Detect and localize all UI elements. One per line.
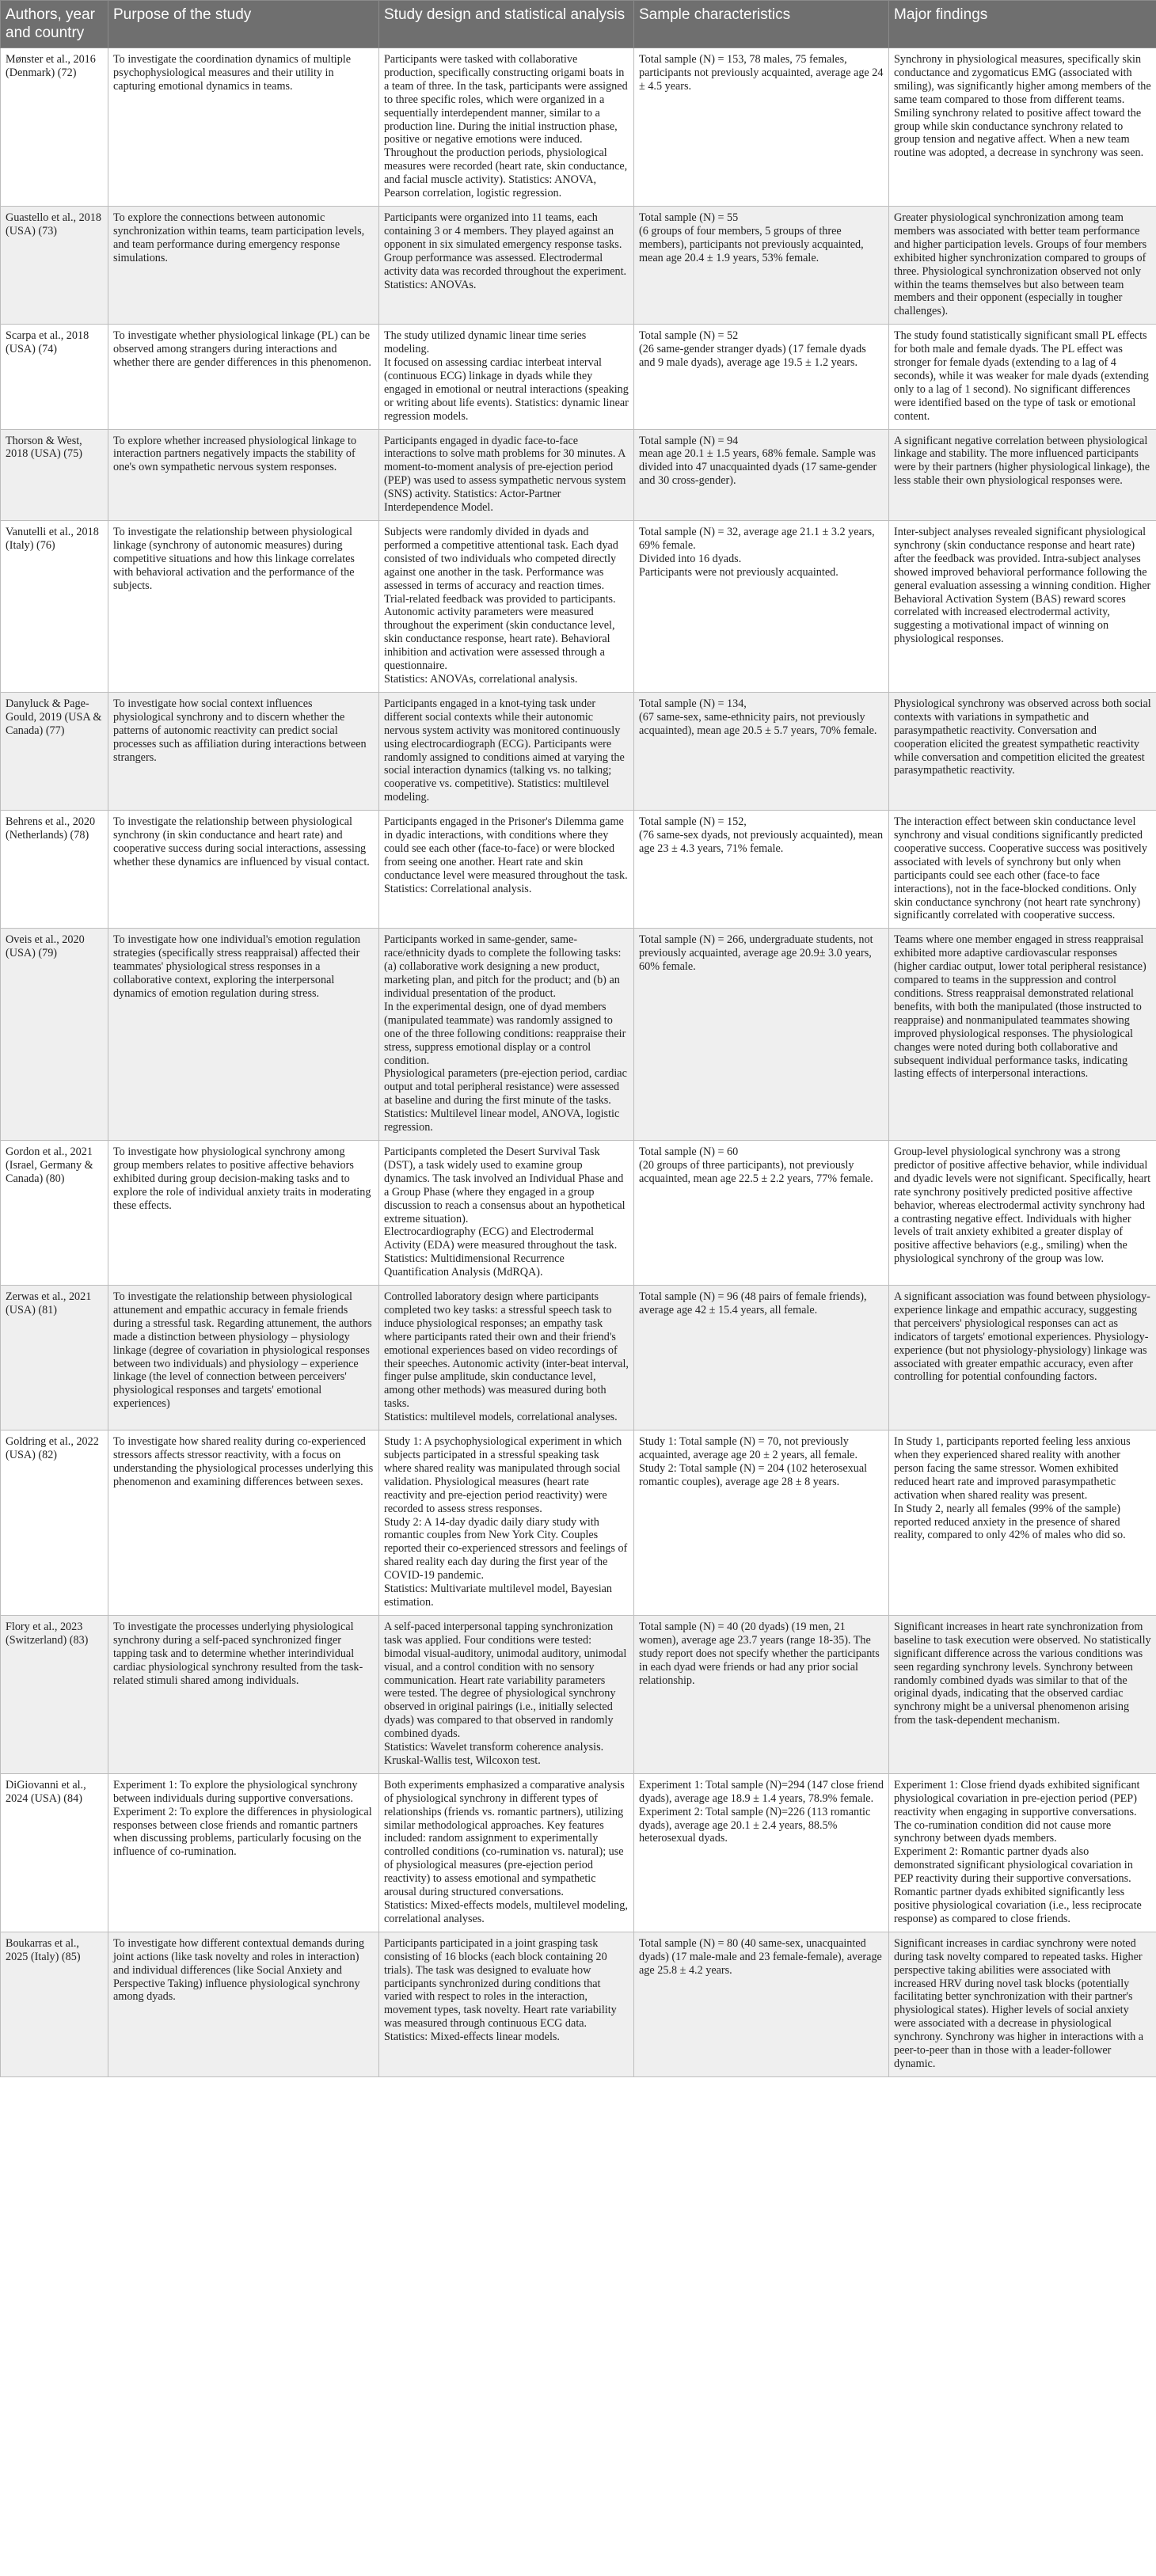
cell-sample: Study 1: Total sample (N) = 70, not previously acquainted, average age 20 ± 2 years, all female. Study 2: Total sample (N) = 204 (102 heterosexual romantic couples), average age 28 ± 8 years. — [634, 1430, 889, 1616]
cell-design: A self-paced interpersonal tapping synchronization task was applied. Four conditions were tested: bimodal visual-auditory, unimodal auditory, unimodal visual, and a control condition with no sensory communication. Heart rate variability parameters were tested. The degree of physiological synchrony observed in original pairings (i.e., initially selected dyads) was compared to that observed in randomly combined dyads. Statistics: Wavelet transform coherence analysis. Kruskal-Wallis test, Wilcoxon test. — [379, 1615, 634, 1773]
cell-purpose: To investigate how social context influences physiological synchrony and to discern whether the patterns of autonomic reactivity can predict social processes such as affiliation during interactions between strangers. — [108, 692, 379, 810]
cell-sample: Total sample (N) = 153, 78 males, 75 females, participants not previously acquainted, average age 24 ± 4.5 years. — [634, 48, 889, 207]
cell-sample: Total sample (N) = 134, (67 same-sex, same-ethnicity pairs, not previously acquainted), mean age 20.5 ± 5.7 years, 70% female. — [634, 692, 889, 810]
cell-sample: Total sample (N) = 80 (40 same-sex, unacquainted dyads) (17 male-male and 23 female-female), average age 25.8 ± 4.2 years. — [634, 1932, 889, 2076]
header-row — [1, 1, 1156, 48]
cell-purpose: To investigate the relationship between physiological synchrony (in skin conductance and heart rate) and cooperative success during social interactions, assessing whether these dynamics are influenced by visual contact. — [108, 811, 379, 929]
cell-sample: Total sample (N) = 52 (26 same-gender stranger dyads) (17 female dyads and 9 male dyads), average age 19.5 ± 1.2 years. — [634, 325, 889, 429]
table-row — [1, 1430, 1156, 1616]
cell-findings: Significant increases in cardiac synchrony were noted during task novelty compared to repeated tasks. Higher perspective taking abilities were associated with increased HRV during novel task blocks (potentially facilitating better synchronization with their partner's physiological states). Higher levels of social anxiety were associated with a decrease in physiological synchrony. Synchrony was higher in interactions with a peer-to-peer than in those with a leader-follower dynamic. — [889, 1932, 1156, 2076]
cell-findings: A significant negative correlation between physiological linkage and stability. The more influenced participants were by their partners (higher physiological linkage), the less stable their own physiological responses were. — [889, 429, 1156, 520]
cell-sample: Total sample (N) = 94 mean age 20.1 ± 1.5 years, 68% female. Sample was divided into 47 unacquainted dyads (17 same-gender and 30 cross-gender). — [634, 429, 889, 520]
cell-design: Subjects were randomly divided in dyads and performed a competitive attentional task. Each dyad consisted of two individuals who competed directly against one another in the task. Performance was assessed in terms of accuracy and reaction times. Trial-related feedback was provided to participants. Autonomic activity parameters were measured throughout the experiment (skin conductance level, skin conductance response, heart rate). Behavioral inhibition and activation were assessed through a questionnaire. Statistics: ANOVAs, correlational analysis. — [379, 521, 634, 693]
cell-findings: Inter-subject analyses revealed significant physiological synchrony (skin conductance response and heart rate) after the feedback was provided. Intra-subject analyses showed improved behavioral performance following the general evaluation assessing a winning condition. Higher Behavioral Activation System (BAS) reward scores correlated with increased electrodermal activity, suggesting a motivational impact of winning on physiological responses. — [889, 521, 1156, 693]
cell-findings: Greater physiological synchronization among team members was associated with better team performance and higher participation levels. Groups of four members exhibited higher synchronization compared to groups of three. Physiological synchronization observed not only within the teams themselves but also between team members and their opponent (especially in tougher challenges). — [889, 206, 1156, 324]
cell-purpose: To investigate the processes underlying physiological synchrony during a self-paced synchronized finger tapping task and to determine whether interindividual cardiac physiological synchrony resulted from the task-related stimuli shared among individuals. — [108, 1615, 379, 1773]
cell-author: Boukarras et al., 2025 (Italy) (85) — [1, 1932, 108, 2076]
cell-author: Thorson & West, 2018 (USA) (75) — [1, 429, 108, 520]
cell-author: Vanutelli et al., 2018 (Italy) (76) — [1, 521, 108, 693]
table-row — [1, 1286, 1156, 1430]
cell-purpose: To investigate how one individual's emotion regulation strategies (specifically stress reappraisal) affected their teammates' physiological stress responses in a collaborative context, exploring the interpersonal dynamics of emotion regulation during stress. — [108, 929, 379, 1141]
cell-design: Participants engaged in dyadic face-to-face interactions to solve math problems for 30 minutes. A moment-to-moment analysis of pre-ejection period (PEP) was used to assess sympathetic nervous system (SNS) activity. Statistics: Actor-Partner Interdependence Model. — [379, 429, 634, 520]
cell-design: Study 1: A psychophysiological experiment in which subjects participated in a stressful speaking task where shared reality was manipulated through social validation. Physiological measures (heart rate reactivity and pre-ejection period reactivity) were recorded to assess stress responses. Study 2: A 14-day dyadic daily diary study with romantic couples from New York City. Couples reported their co-experienced stressors and feelings of shared reality each day during the first year of the COVID-19 pandemic. Statistics: Multivariate multilevel model, Bayesian estimation. — [379, 1430, 634, 1616]
cell-purpose: To explore whether increased physiological linkage to interaction partners negatively impacts the stability of one's own sympathetic nervous system responses. — [108, 429, 379, 520]
cell-author: Scarpa et al., 2018 (USA) (74) — [1, 325, 108, 429]
cell-author: Guastello et al., 2018 (USA) (73) — [1, 206, 108, 324]
cell-sample: Total sample (N) = 32, average age 21.1 ± 3.2 years, 69% female. Divided into 16 dyads. Participants were not previously acquainted. — [634, 521, 889, 693]
table-row — [1, 929, 1156, 1141]
cell-author: Behrens et al., 2020 (Netherlands) (78) — [1, 811, 108, 929]
cell-findings: Experiment 1: Close friend dyads exhibited significant physiological covariation in pre-ejection period (PEP) reactivity when engaging in supportive conversations. The co-rumination condition did not cause more synchrony between dyads members. Experiment 2: Romantic partner dyads also demonstrated significant physiological covariation in PEP reactivity during their supportive conversations. Romantic partner dyads exhibited significantly less positive physiological covariation (i.e., less reciprocate response) as compared to close friends. — [889, 1773, 1156, 1932]
cell-sample: Total sample (N) = 55 (6 groups of four members, 5 groups of three members), participants not previously acquainted, mean age 20.4 ± 1.9 years, 53% female. — [634, 206, 889, 324]
cell-sample: Total sample (N) = 266, undergraduate students, not previously acquainted, average age 20.9± 3.0 years, 60% female. — [634, 929, 889, 1141]
table-row — [1, 206, 1156, 324]
table-row — [1, 429, 1156, 520]
table-row — [1, 1615, 1156, 1773]
cell-sample: Experiment 1: Total sample (N)=294 (147 close friend dyads), average age 18.9 ± 1.4 years, 78.9% female. Experiment 2: Total sample (N)=226 (113 romantic dyads), average age 20.1 ± 2.4 years, 88.5% heterosexual dyads. — [634, 1773, 889, 1932]
table-row — [1, 1140, 1156, 1285]
cell-design: Participants completed the Desert Survival Task (DST), a task widely used to examine group dynamics. The task involved an Individual Phase and a Group Phase (where they engaged in a group discussion to reach a consensus about an hypothetical extreme situation). Electrocardiography (ECG) and Electrodermal Activity (EDA) were measured throughout the task. Statistics: Multidimensional Recurrence Quantification Analysis (MdRQA). — [379, 1140, 634, 1285]
cell-design: Participants engaged in the Prisoner's Dilemma game in dyadic interactions, with conditions where they could see each other (face-to-face) or were blocked from seeing one another. Heart rate and skin conductance level were measured throughout the task. Statistics: Correlational analysis. — [379, 811, 634, 929]
cell-findings: The interaction effect between skin conductance level synchrony and visual conditions significantly predicted cooperative success. Cooperative success was positively associated with levels of synchrony but only when participants could see each other (face-to face interactions), not in the face-blocked conditions. Only skin conductance synchrony (not heart rate synchrony) significantly correlated with cooperative success. — [889, 811, 1156, 929]
cell-purpose: To explore the connections between autonomic synchronization within teams, team participation levels, and team performance during emergency response simulations. — [108, 206, 379, 324]
cell-design: The study utilized dynamic linear time series modeling. It focused on assessing cardiac interbeat interval (continuous ECG) linkage in dyads while they engaged in emotional or neutral interactions (speaking or writing about life events). Statistics: dynamic linear regression models. — [379, 325, 634, 429]
cell-findings: Teams where one member engaged in stress reappraisal exhibited more adaptive cardiovascular responses (higher cardiac output, lower total peripheral resistance) compared to teams in the suppression and control conditions. Stress reappraisal demonstrated relational benefits, with both the manipulated (those instructed to reappraise) and nonmanipulated teammates showing improved physiological responses. The physiological changes were noted during both collaborative and subsequent individual performance tasks, indicating lasting effects of interpersonal interactions. — [889, 929, 1156, 1141]
header-findings: Major findings — [889, 1, 1156, 48]
cell-purpose: To investigate how physiological synchrony among group members relates to positive affective behaviors exhibited during group decision-making tasks and to explore the role of individual anxiety traits in moderating these effects. — [108, 1140, 379, 1285]
cell-design: Controlled laboratory design where participants completed two key tasks: a stressful speech task to induce physiological responses; an empathy task where participants rated their own and their friend's emotional experiences based on video recordings of their speeches. Autonomic activity (inter-beat interval, finger pulse amplitude, skin conductance level, among other methods) was measured during both tasks. Statistics: multilevel models, correlational analyses. — [379, 1286, 634, 1430]
header-design: Study design and statistical analysis — [379, 1, 634, 48]
cell-purpose: To investigate the relationship between physiological attunement and empathic accuracy in female friends during a stressful task. Regarding attunement, the authors made a distinction between physiology – physiology linkage (degree of covariation in physiological responses between two individuals) and physiology – experience linkage (the level of connection between perceivers' physiological responses and targets' emotional experiences) — [108, 1286, 379, 1430]
cell-design: Both experiments emphasized a comparative analysis of physiological synchrony in different types of relationships (friends vs. romantic partners), utilizing similar methodological approaches. Key features included: random assignment to experimentally controlled conditions (co-rumination vs. natural); use of physiological measures (pre-ejection period reactivity) to assess emotional and sympathetic arousal during structured conversations. Statistics: Mixed-effects models, multilevel modeling, correlational analyses. — [379, 1773, 634, 1932]
header-sample: Sample characteristics — [634, 1, 889, 48]
header-purpose: Purpose of the study — [108, 1, 379, 48]
cell-findings: Group-level physiological synchrony was a strong predictor of positive affective behavior, while individual and dyadic levels were not significant. Specifically, heart rate synchrony positively predicted positive affective behavior, whereas electrodermal activity synchrony had a contrasting negative effect. Individuals with higher levels of trait anxiety exhibited a greater display of positive affective behaviors (e.g., smiling) when the physiological synchrony of the group was low. — [889, 1140, 1156, 1285]
cell-author: Danyluck & Page-Gould, 2019 (USA & Canada) (77) — [1, 692, 108, 810]
cell-design: Participants were organized into 11 teams, each containing 3 or 4 members. They played against an opponent in six simulated emergency response tasks. Group performance was assessed. Electrodermal activity data was recorded throughout the experiment. Statistics: ANOVAs. — [379, 206, 634, 324]
table-row — [1, 1773, 1156, 1932]
table-row — [1, 1932, 1156, 2076]
cell-purpose: To investigate how different contextual demands during joint actions (like task novelty and roles in interaction) and individual differences (like Social Anxiety and Perspective Taking) influence physiological synchrony among dyads. — [108, 1932, 379, 2076]
cell-findings: Significant increases in heart rate synchronization from baseline to task execution were observed. No statistically significant difference across the various conditions was seen regarding synchrony levels. Synchrony between randomly combined dyads was similar to that of the original dyads, indicating that the observed cardiac synchrony might be a universal phenomenon arising from the task-dependent mechanism. — [889, 1615, 1156, 1773]
cell-design: Participants engaged in a knot-tying task under different social contexts while their autonomic nervous system activity was monitored continuously using electrocardiograph (ECG). Participants were randomly assigned to conditions aimed at varying the social interaction dynamics (talking vs. no talking; cooperative vs. competitive). Statistics: multilevel modeling. — [379, 692, 634, 810]
cell-design: Participants were tasked with collaborative production, specifically constructing origami boats in a team of three. In the task, participants were assigned to three specific roles, which were organized in a sequentially interdependent manner, similar to a production line. During the initial instruction phase, positive or negative emotions were induced. Throughout the production periods, physiological measures were recorded (heart rate, skin conductance, and facial muscle activity). Statistics: ANOVA, Pearson correlation, logistic regression. — [379, 48, 634, 207]
cell-purpose: To investigate the coordination dynamics of multiple psychophysiological measures and their utility in capturing emotional dynamics in teams. — [108, 48, 379, 207]
cell-author: DiGiovanni et al., 2024 (USA) (84) — [1, 1773, 108, 1932]
cell-design: Participants participated in a joint grasping task consisting of 16 blocks (each block containing 20 trials). The task was designed to evaluate how participants synchronized during conditions that varied with respect to roles in the interaction, movement types, task novelty. Heart rate variability was measured through continuous ECG data. Statistics: Mixed-effects linear models. — [379, 1932, 634, 2076]
cell-author: Zerwas et al., 2021 (USA) (81) — [1, 1286, 108, 1430]
table-row — [1, 325, 1156, 429]
table-body — [1, 48, 1156, 2077]
cell-author: Flory et al., 2023 (Switzerland) (83) — [1, 1615, 108, 1773]
cell-findings: Physiological synchrony was observed across both social contexts with variations in sympathetic and parasympathetic reactivity. Conversation and cooperation elicited the greatest sympathetic reactivity while conversation and competition elicited the greatest parasympathetic reactivity. — [889, 692, 1156, 810]
cell-purpose: To investigate how shared reality during co-experienced stressors affects stressor reactivity, with a focus on understanding the physiological processes underlying this phenomenon and examining differences between sexes. — [108, 1430, 379, 1616]
cell-findings: The study found statistically significant small PL effects for both male and female dyads. The PL effect was stronger for female dyads (extending to a lag of 4 seconds), while it was weaker for male dyads (extending only to a lag of 1 second). No significant differences were identified based on the type of task or emotional content. — [889, 325, 1156, 429]
cell-author: Gordon et al., 2021 (Israel, Germany & Canada) (80) — [1, 1140, 108, 1285]
cell-findings: A significant association was found between physiology-experience linkage and empathic accuracy, suggesting that perceivers' physiological responses can act as indicators of targets' emotional experiences. Physiology-experience (but not physiology-physiology) linkage was associated with greater empathic accuracy, even after controlling for potential confounding factors. — [889, 1286, 1156, 1430]
table-row — [1, 48, 1156, 207]
cell-design: Participants worked in same-gender, same-race/ethnicity dyads to complete the following tasks: (a) collaborative work designing a new product, marketing plan, and pitch for the product; and (b) an individual presentation of the product. In the experimental design, one of dyad members (manipulated teammate) was randomly assigned to one of the three following conditions: reappraise their stress, suppress emotional display or a control condition. Physiological parameters (pre-ejection period, cardiac output and total peripheral resistance) were assessed at baseline and during the first minute of the tasks. Statistics: Multilevel linear model, ANOVA, logistic regression. — [379, 929, 634, 1141]
cell-purpose: Experiment 1: To explore the physiological synchrony between individuals during supportive conversations. Experiment 2: To explore the differences in physiological responses between close friends and romantic partners when discussing problems, particularly focusing on the influence of co-rumination. — [108, 1773, 379, 1932]
cell-author: Goldring et al., 2022 (USA) (82) — [1, 1430, 108, 1616]
table-row — [1, 521, 1156, 693]
cell-author: Oveis et al., 2020 (USA) (79) — [1, 929, 108, 1141]
table-header — [1, 1, 1156, 48]
header-authors: Authors, year and country — [1, 1, 108, 48]
cell-findings: Synchrony in physiological measures, specifically skin conductance and zygomaticus EMG (associated with smiling), was significantly higher among members of the same team compared to those from different teams. Smiling synchrony related to positive affect toward the group while skin conductance synchrony related to group tension and negative affect. When a new team routine was adopted, a decrease in synchrony was seen. — [889, 48, 1156, 207]
table-row — [1, 692, 1156, 810]
cell-purpose: To investigate whether physiological linkage (PL) can be observed among strangers during interactions and whether there are gender differences in this phenomenon. — [108, 325, 379, 429]
cell-sample: Total sample (N) = 96 (48 pairs of female friends), average age 42 ± 15.4 years, all female. — [634, 1286, 889, 1430]
cell-sample: Total sample (N) = 40 (20 dyads) (19 men, 21 women), average age 23.7 years (range 18-35). The study report does not specify whether the participants in each dyad were friends or had any prior social relationship. — [634, 1615, 889, 1773]
cell-findings: In Study 1, participants reported feeling less anxious when they experienced shared reality with another person facing the same stressor. Women exhibited reduced heart rate and improved parasympathetic activation when shared reality was present. In Study 2, nearly all females (99% of the sample) reported reduced anxiety in the presence of shared reality, compared to only 42% of males who did so. — [889, 1430, 1156, 1616]
cell-sample: Total sample (N) = 152, (76 same-sex dyads, not previously acquainted), mean age 23 ± 4.3 years, 71% female. — [634, 811, 889, 929]
cell-sample: Total sample (N) = 60 (20 groups of three participants), not previously acquainted, mean age 22.5 ± 2.2 years, 77% female. — [634, 1140, 889, 1285]
cell-author: Mønster et al., 2016 (Denmark) (72) — [1, 48, 108, 207]
table-row — [1, 811, 1156, 929]
cell-purpose: To investigate the relationship between physiological linkage (synchrony of autonomic measures) during competitive situations and how this linkage correlates with behavioral activation and the performance of the subjects. — [108, 521, 379, 693]
